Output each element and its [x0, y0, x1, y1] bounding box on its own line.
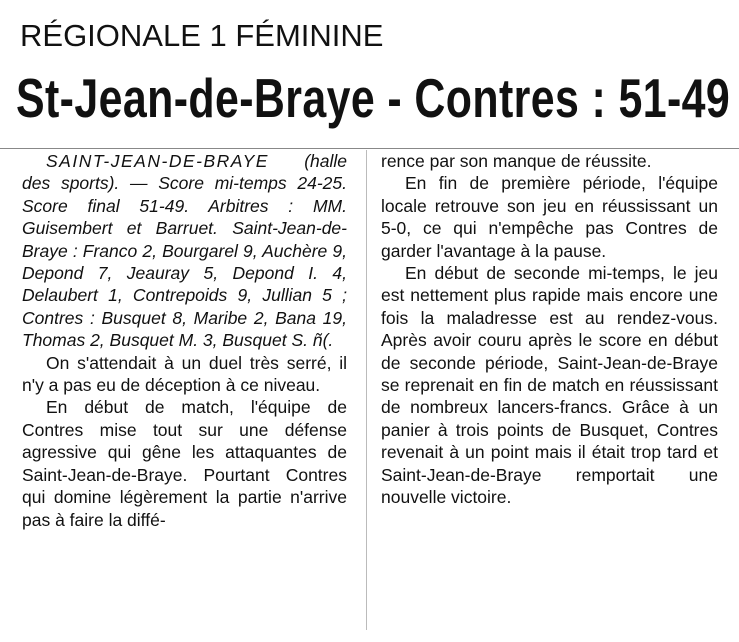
header-rule — [0, 148, 739, 149]
lead-place: SAINT-JEAN-DE-BRAYE — [46, 151, 269, 171]
lead-text: (halle des sports). — Score mi-temps 24-25. Score final 51-49. Arbitres : MM. Guisembert et Barruet. Saint-Jean-de-Braye : Franco 2, Bourgarel 9, Auchère 9, Depond 7, Jeauray 5, Depond I. 4, Delaubert 1, Contrepoids 9, Jullian 5 ; Contres : Busquet 8, Maribe 2, Bana 19, Thomas 2, Busquet M. 3, Busquet S. ñ(. — [22, 151, 347, 351]
column-divider — [366, 150, 367, 630]
paragraph-4: En début de seconde mi-temps, le jeu est nettement plus rapide mais encore une fois la maladresse est au rendez-vous. Après avoir couru après le score en début de seconde période, Saint-Jean-de-Braye se reprenait en fin de match en réussissant de nombreux lancers-francs. Grâce à un panier à trois points de Busquet, Contres revenait à un point mais il était trop tard et Saint-Jean-de-Braye remportait une nouvelle victoire. — [381, 263, 718, 508]
lead-paragraph — [22, 150, 347, 352]
paragraph-1: On s'attendait à un duel très serré, il n'y a pas eu de déception à ce niveau. — [22, 352, 347, 396]
right-column — [381, 150, 718, 509]
left-column — [22, 150, 347, 531]
paragraph-2-continued: rence par son manque de réussite. — [381, 151, 652, 171]
paragraph-2: En début de match, l'équipe de Contres mise tout sur une défense agressive qui gêne les attaquantes de Saint-Jean-de-Braye. Pourtant Contres qui domine légèrement la partie n'arrive pas à faire la diffé- — [22, 397, 347, 530]
section-kicker: RÉGIONALE 1 FÉMININE — [20, 18, 384, 53]
paragraph-3: En fin de première période, l'équipe locale retrouve son jeu en réussissant un 5-0, ce qui n'empêche pas Contres de garder l'avantage à la pause. — [381, 173, 718, 261]
headline: St-Jean-de-Braye - Contres : 51-49 — [16, 67, 731, 129]
